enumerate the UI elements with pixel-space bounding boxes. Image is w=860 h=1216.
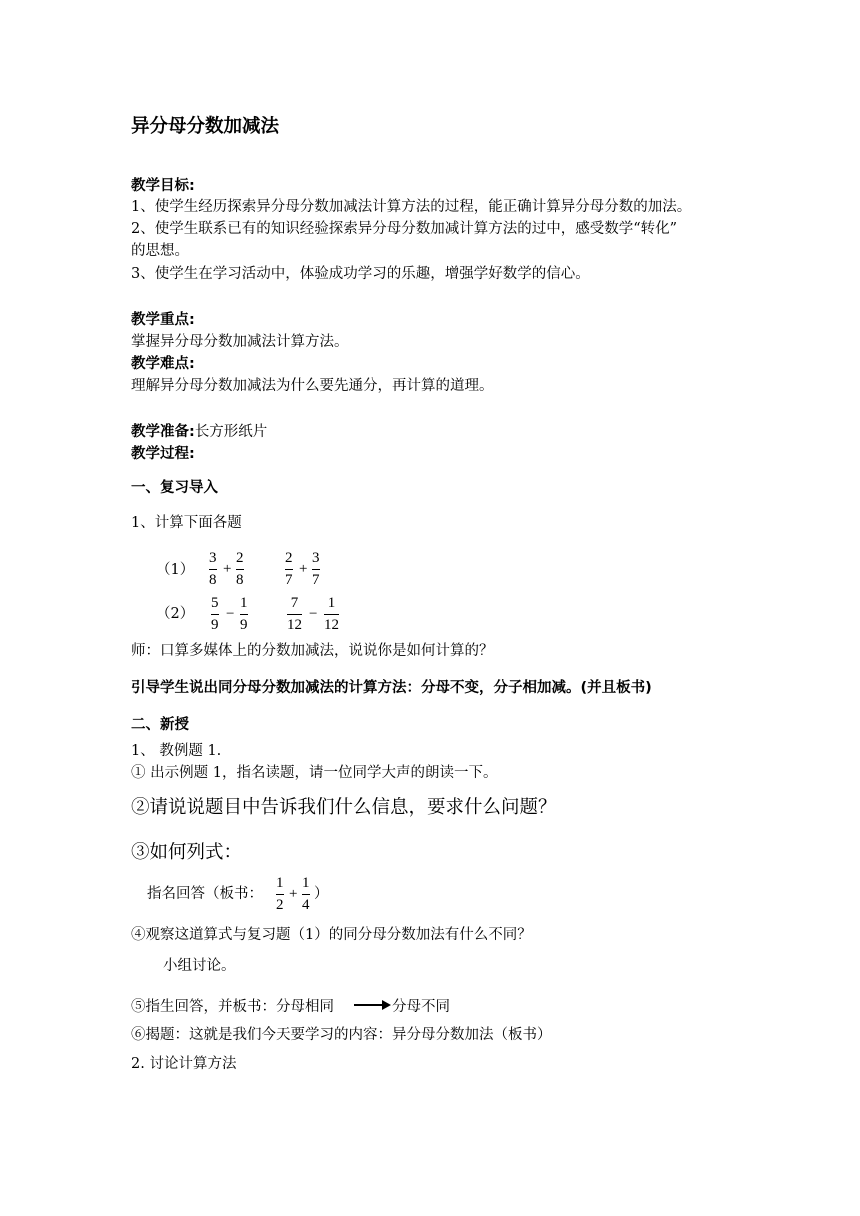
fraction <box>324 594 339 635</box>
step-2: ②请说说题目中告诉我们什么信息，要求什么问题？ <box>131 797 557 818</box>
denominator: 9 <box>211 617 219 633</box>
difficulty-heading: 教学难点: <box>131 356 195 372</box>
preparation-text: 长方形纸片 <box>194 424 268 440</box>
key-point-heading: 教学重点: <box>131 312 195 328</box>
fraction <box>312 549 320 590</box>
plus-sign: + <box>299 561 308 577</box>
section-1-heading: 一、复习导入 <box>131 480 218 496</box>
page-title: 异分母分数加减法 <box>131 116 280 137</box>
step-1: ① 出示例题 1，指名读题，请一位同学大声的朗读一下。 <box>131 765 498 781</box>
step-4: ④观察这道算式与复习题（1）的同分母分数加法有什么不同？ <box>131 927 532 943</box>
objective-2-line-2: 的思想。 <box>131 243 189 259</box>
denominator: 7 <box>312 572 320 588</box>
difficulty-text: 理解异分母分数加减法为什么要先通分，再计算的道理。 <box>131 378 494 394</box>
right-arrow-line <box>354 1004 384 1006</box>
numerator: 1 <box>327 595 336 611</box>
objective-1: 1、使学生经历探索异分母分数加减法计算方法的过程，能正确计算异分母分数的加法。 <box>131 199 692 215</box>
denominator: 12 <box>324 617 339 633</box>
numerator: 1 <box>302 875 310 891</box>
exercise-row-1-label: （1） <box>156 562 195 578</box>
answer-suffix: ） <box>314 886 329 902</box>
step-3: ③如何列式： <box>131 842 243 863</box>
objective-3: 3、使学生在学习活动中，体验成功学习的乐趣，增强学好数学的信心。 <box>131 266 590 282</box>
teacher-prompt: 师：口算多媒体上的分数加减法，说说你是如何计算的？ <box>131 643 494 659</box>
numerator: 5 <box>211 595 219 611</box>
minus-sign: − <box>309 606 318 622</box>
fraction <box>240 594 248 635</box>
key-point-text: 掌握异分母分数加减法计算方法。 <box>131 334 349 350</box>
fraction <box>276 874 284 915</box>
group-discussion: 小组讨论。 <box>163 958 236 974</box>
process-heading: 教学过程: <box>131 446 195 462</box>
fraction <box>236 549 244 590</box>
numerator: 2 <box>236 550 244 566</box>
fraction <box>211 594 219 635</box>
numerator: 1 <box>276 875 284 891</box>
answer-prefix: 指名回答（板书： <box>147 886 263 902</box>
section-1-task: 1、计算下面各题 <box>131 515 242 531</box>
denominator: 7 <box>285 572 293 588</box>
fraction <box>302 874 310 915</box>
section-2-heading: 二、新授 <box>131 717 189 733</box>
fraction <box>287 594 302 635</box>
denominator: 12 <box>287 617 302 633</box>
numerator: 3 <box>209 550 217 566</box>
minus-sign: − <box>226 606 235 622</box>
numerator: 7 <box>290 595 299 611</box>
section-2-item-2: 2. 讨论计算方法 <box>131 1056 237 1072</box>
step-5-suffix: 分母不同 <box>392 999 450 1015</box>
plus-sign: + <box>223 561 232 577</box>
objectives-heading: 教学目标: <box>131 178 195 194</box>
preparation-heading: 教学准备: <box>131 424 195 440</box>
step-5-prefix: ⑤指生回答，并板书：分母相同 <box>131 999 334 1015</box>
guide-line: 引导学生说出同分母分数加减法的计算方法：分母不变，分子相加减。(并且板书) <box>131 680 652 696</box>
numerator: 1 <box>240 595 248 611</box>
numerator: 2 <box>285 550 293 566</box>
denominator: 2 <box>276 897 284 913</box>
section-2-item-1: 1、 教例题 1. <box>131 743 222 759</box>
fraction <box>285 549 293 590</box>
fraction <box>209 549 217 590</box>
numerator: 3 <box>312 550 320 566</box>
denominator: 4 <box>302 897 310 913</box>
denominator: 9 <box>240 617 248 633</box>
preparation-line <box>131 422 267 442</box>
right-arrow-icon <box>382 1000 391 1010</box>
plus-sign: + <box>289 886 298 902</box>
objective-2-line-1: 2、使学生联系已有的知识经验探索异分母分数加减计算方法的过中，感受数学“转化” <box>131 221 678 237</box>
denominator: 8 <box>209 572 217 588</box>
step-6: ⑥揭题：这就是我们今天要学习的内容：异分母分数加法（板书） <box>131 1027 552 1043</box>
exercise-row-2-label: （2） <box>156 606 195 622</box>
denominator: 8 <box>236 572 244 588</box>
